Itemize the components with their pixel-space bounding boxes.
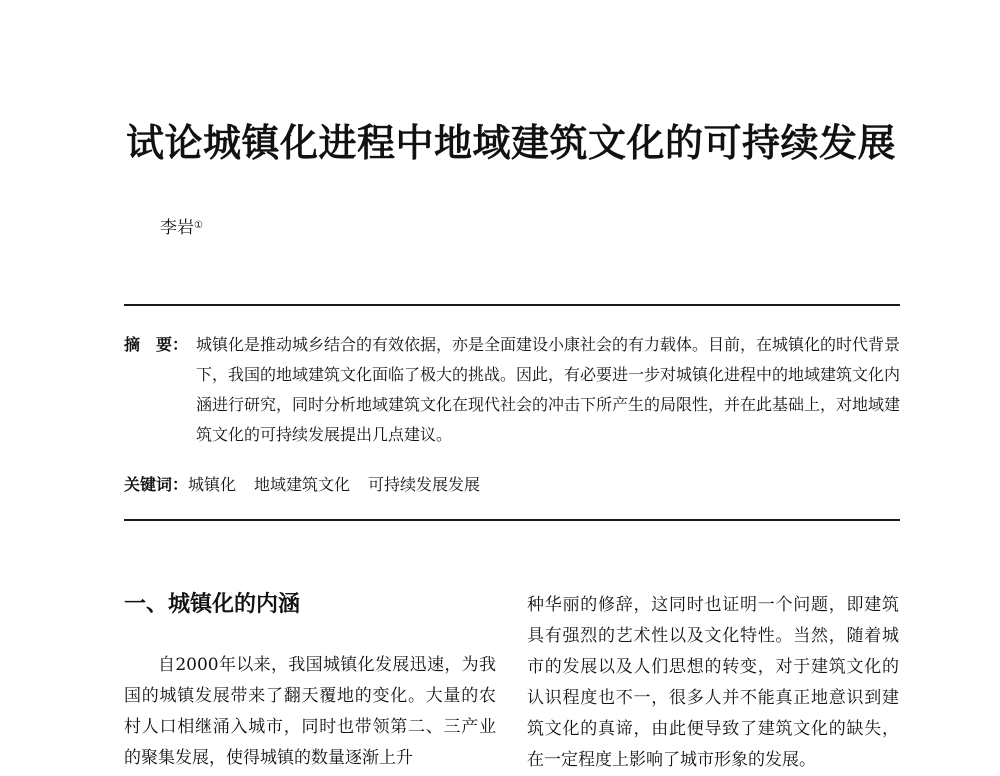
- keyword: 可持续发展发展: [368, 475, 481, 494]
- left-column: [124, 650, 496, 774]
- section-heading: 一、城镇化的内涵: [124, 591, 301, 617]
- keywords-label: 关键词：: [124, 475, 189, 494]
- body-paragraph: 自2000年以来，我国城镇化发展迅速，为我国的城镇发展带来了翻天覆地的变化。大量的农村人口相继涌入城市，同时也带领第二、三产业的聚集发展，使得城镇的数量逐渐上升: [124, 655, 496, 768]
- author-footnote-marker: ①: [194, 220, 203, 231]
- keywords: [124, 470, 900, 500]
- abstract: [124, 330, 900, 450]
- top-rule: [124, 304, 900, 306]
- author: [160, 216, 203, 240]
- abstract-text: 城镇化是推动城乡结合的有效依据，亦是全面建设小康社会的有力载体。目前，在城镇化的时代背景下，我国的地域建筑文化面临了极大的挑战。因此，有必要进一步对城镇化进程中的地域建筑文化内涵进行研究，同时分析地域建筑文化在现代社会的冲击下所产生的局限性，并在此基础上，对地域建筑文化的可持续发展提出几点建议。: [196, 335, 901, 444]
- paper-title: 试论城镇化进程中地域建筑文化的可持续发展: [126, 120, 897, 165]
- right-column: [527, 590, 899, 776]
- keyword: 城镇化: [188, 475, 237, 494]
- bottom-rule: [124, 519, 900, 521]
- author-name: 李岩: [160, 218, 194, 238]
- abstract-label: 摘 要：: [124, 335, 189, 354]
- keyword: 地域建筑文化: [254, 475, 351, 494]
- body-paragraph: 种华丽的修辞，这同时也证明一个问题，即建筑具有强烈的艺术性以及文化特性。当然，随着城市的发展以及人们思想的转变，对于建筑文化的认识程度也不一，很多人并不能真正地意识到建筑文化的真谛，由此便导致了建筑文化的缺失，在一定程度上影响了城市形象的发展。: [527, 595, 899, 770]
